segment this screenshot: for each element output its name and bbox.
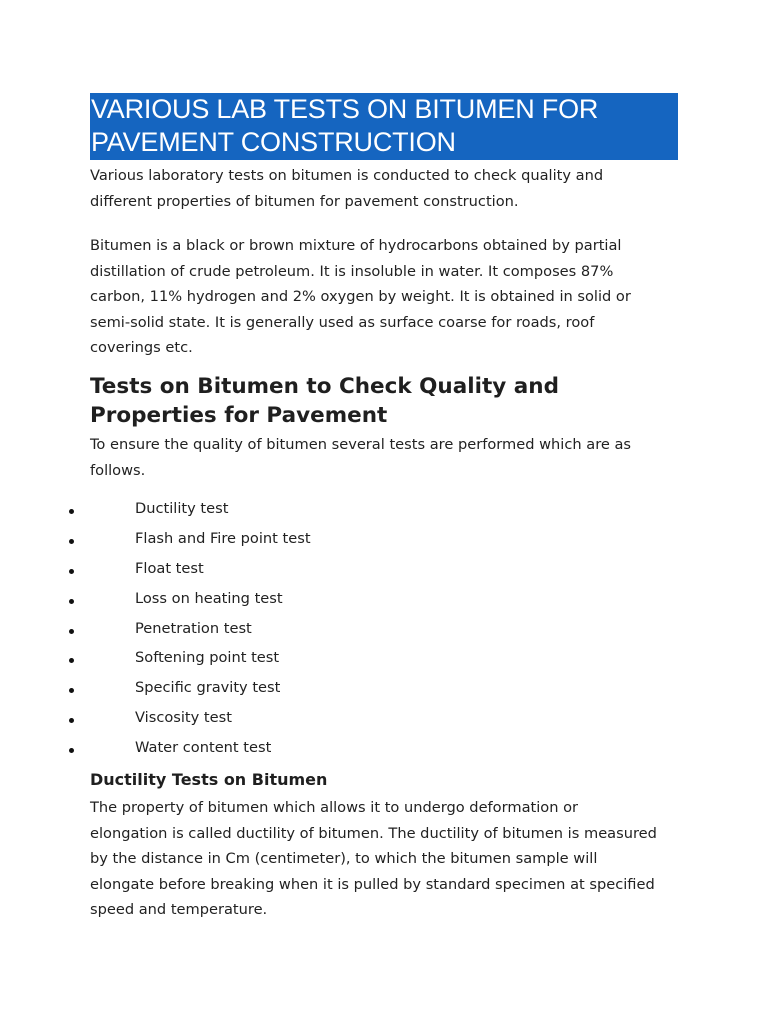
- list-item-label: Loss on heating test: [135, 589, 283, 607]
- tests-intro-line: To ensure the quality of bitumen several tests are performed which are as: [90, 436, 632, 453]
- list-item: [0, 618, 768, 648]
- description-line: Bitumen is a black or brown mixture of hydrocarbons obtained by partial: [90, 237, 622, 254]
- tests-heading-line: Tests on Bitumen to Check Quality and: [90, 374, 559, 399]
- ductility-line: elongate before breaking when it is pulled by standard specimen at specified: [90, 875, 655, 893]
- tests-heading-line: Properties for Pavement: [90, 403, 388, 428]
- bullet-icon: [69, 658, 74, 663]
- bullet-icon: [69, 599, 74, 604]
- list-item-label: Penetration test: [135, 619, 252, 637]
- title-banner: [90, 93, 678, 160]
- ductility-heading: Ductility Tests on Bitumen: [90, 770, 328, 789]
- ductility-line: speed and temperature.: [90, 901, 268, 918]
- title-line-1: VARIOUS LAB TESTS ON BITUMEN FOR: [91, 94, 599, 124]
- list-item-label: Ductility test: [135, 500, 229, 517]
- ductility-line: elongation is called ductility of bitumen. The ductility of bitumen is measured: [90, 824, 657, 842]
- list-item-label: Float test: [135, 559, 204, 577]
- list-item: [0, 528, 768, 558]
- ductility-paragraph: [90, 795, 690, 923]
- list-item-label: Flash and Fire point test: [135, 529, 311, 547]
- description-line: semi-solid state. It is generally used as surface coarse for roads, roof: [90, 313, 595, 331]
- description-line: distillation of crude petroleum. It is insoluble in water. It composes 87%: [90, 262, 614, 280]
- list-item-label: Specific gravity test: [135, 679, 281, 697]
- list-item-label: Softening point test: [135, 649, 280, 667]
- list-item: [0, 647, 768, 677]
- bullet-icon: [69, 718, 74, 723]
- title-line-2: PAVEMENT CONSTRUCTION: [91, 127, 456, 157]
- tests-list: [0, 498, 768, 767]
- bullet-icon: [69, 569, 74, 574]
- list-item-label: Water content test: [135, 739, 272, 757]
- ductility-line: The property of bitumen which allows it to undergo deformation or: [90, 799, 579, 816]
- list-item: [0, 588, 768, 618]
- list-item-label: Viscosity test: [135, 709, 232, 727]
- bullet-icon: [69, 688, 74, 693]
- ductility-line: by the distance in Cm (centimeter), to which the bitumen sample will: [90, 850, 598, 867]
- list-item: [0, 677, 768, 707]
- list-item: [0, 498, 768, 528]
- intro-paragraph: [90, 163, 690, 214]
- bullet-icon: [69, 509, 74, 514]
- tests-intro-line: follows.: [90, 461, 146, 479]
- bullet-icon: [69, 539, 74, 544]
- tests-intro-paragraph: [90, 432, 690, 483]
- description-paragraph: [90, 233, 690, 361]
- description-line: carbon, 11% hydrogen and 2% oxygen by weight. It is obtained in solid or: [90, 288, 631, 305]
- intro-line: Various laboratory tests on bitumen is conducted to check quality and: [90, 167, 604, 184]
- bullet-icon: [69, 629, 74, 634]
- list-item: [0, 737, 768, 767]
- bullet-icon: [69, 748, 74, 753]
- description-line: coverings etc.: [90, 339, 193, 356]
- list-item: [0, 558, 768, 588]
- tests-heading: [90, 372, 710, 430]
- intro-line: different properties of bitumen for pavement construction.: [90, 192, 519, 210]
- list-item: [0, 707, 768, 737]
